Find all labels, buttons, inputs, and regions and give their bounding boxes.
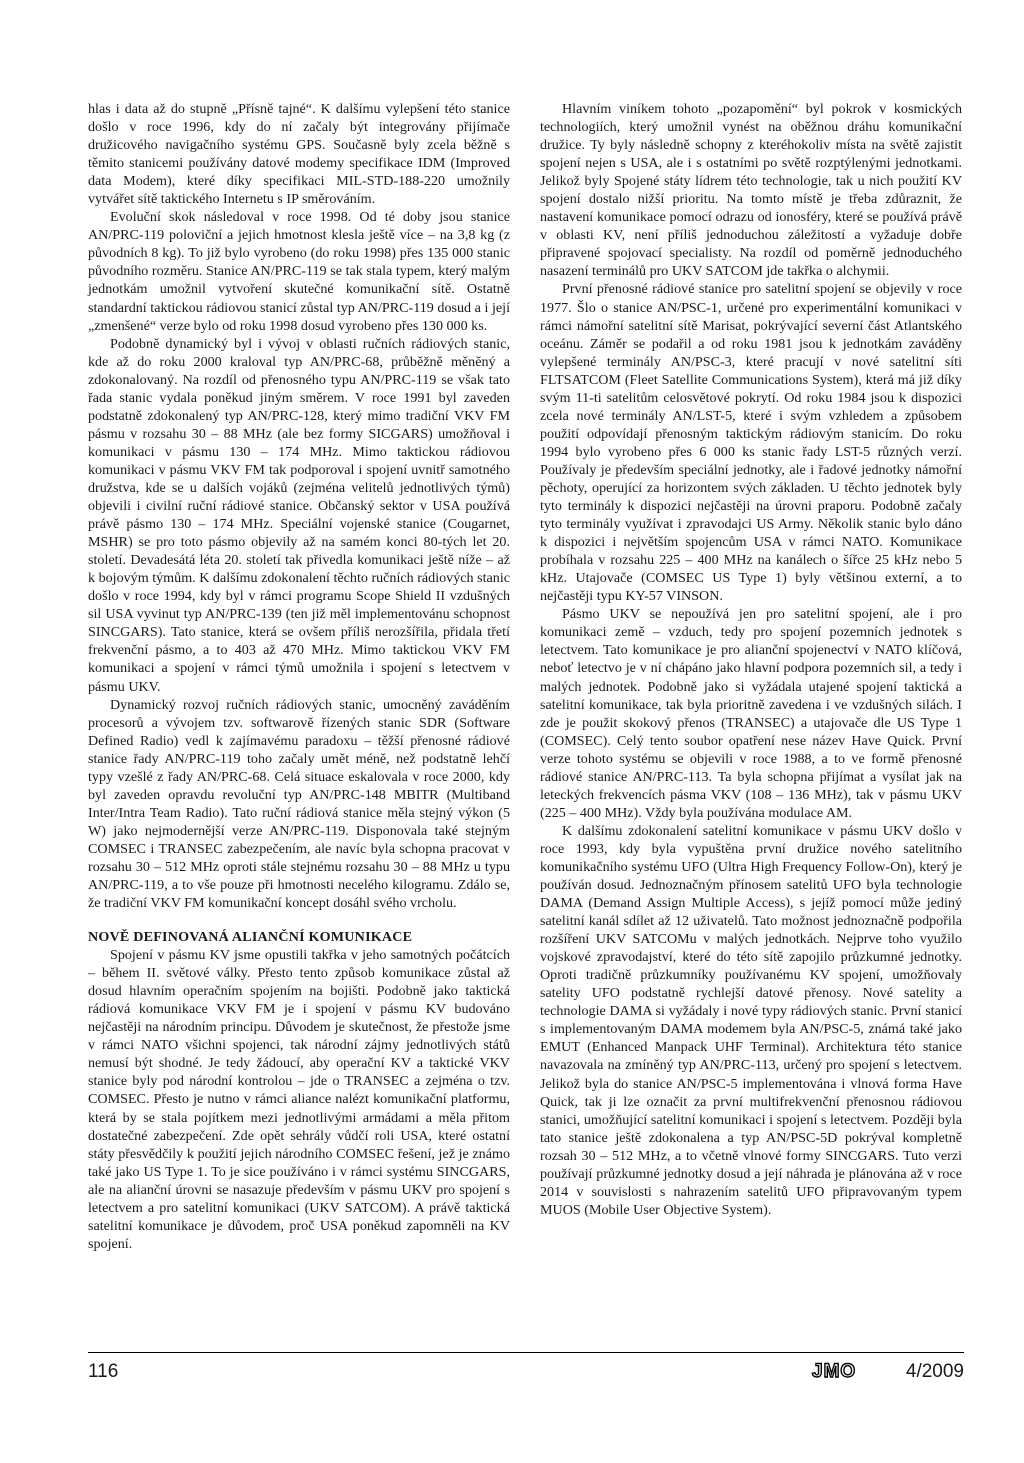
page-number: 116 [88, 1361, 119, 1382]
paragraph: Hlavním viníkem tohoto „pozapomění“ byl pokrok v kosmických technologiích, který umožnil vynést na oběžnou dráhu komunikační družice. Ty byly následně schopny z kteréhokoliv místa na světě zajistit spojení nejen s USA, ale i s ostatními po světě rozptýlenými jednotkami. Jelikož byly Spojené státy lídrem této technologie, tak u nich použití KV spojení dostalo nižší prioritu. Na tomto místě je třeba zdůraznit, že nastavení komunikace pomocí odrazu od ionosféry, které se používá právě v oblasti KV, není příliš jednoduchou záležitostí a vyžaduje dobře připravené spojovací specialisty. Na rozdíl od poměrně jednoduchého nasazení terminálů pro UKV SATCOM jde takřka o alchymii. [540, 101, 962, 280]
left-column [88, 100, 510, 1253]
paragraph: Evoluční skok následoval v roce 1998. Od té doby jsou stanice AN/PRC-119 poloviční a jejich hmotnost klesla ještě více – na 3,8 kg (z původních 8 kg). To již bylo vyrobeno (do roku 1998) přes 135 000 stanic původního rozměru. Stanice AN/PRC-119 se tak stala typem, který malým jednotkám umožnil vytvoření skutečné komunikační sítě. Ostatně standardní taktickou rádiovou stanicí zůstal typ AN/PRC-119 dosud a i její „zmenšené“ verze bylo od roku 1998 dosud vyrobeno přes 130 000 ks. [88, 209, 510, 334]
magazine-logo: JMO [812, 1361, 857, 1382]
paragraph: hlas i data až do stupně „Přísně tajné“. K dalšímu vylepšení této stanice došlo v roce 1996, kdy do ní začaly být integrovány přijímače družicového navigačního systému GPS. Současně byly zcela běžně s těmito stanicemi používány datové modemy specifikace IDM (Improved data Modem), které díky specifikaci MIL-STD-188-220 umožnily vytvářet sítě taktického Internetu s IP směrováním. [88, 101, 510, 208]
paragraph: První přenosné rádiové stanice pro satelitní spojení se objevily v roce 1977. Šlo o stanice AN/PSC-1, určené pro experimentální komunikaci v rámci námořní satelitní sítě Marisat, pokrývající severní část Atlantského oceánu. Záměr se podařil a od roku 1981 jsou k jednotkám zaváděny vylepšené terminály AN/PSC-3, které pracují v nové satelitní síti FLTSATCOM (Fleet Satellite Communications System), která má již díky svým 11-ti satelitům celosvětové pokrytí. Od roku 1984 jsou k dispozici zcela nové terminály AN/LST-5, které i svým vzhledem a způsobem použití odpovídají přenosným taktickým rádiovým stanicím. Do roku 1994 bylo vyrobeno přes 6 000 ks stanic řady LST-5 různých verzí. Používaly je především speciální jednotky, ale i řadové jednotky námořní pěchoty, operující za horizontem svých základen. U těchto jednotek byly tyto terminály k dispozici nejčastěji na úrovni praporu. Podobně začaly tyto terminály využívat i zpravodajci US Army. Několik stanic bylo dáno k dispozici i největším spojencům USA v rámci NATO. Komunikace probíhala v rozsahu 225 – 400 MHz na kanálech o šířce 25 kHz nebo 5 kHz. Utajovače (COMSEC US Type 1) byly většinou externí, a to nejčastěji typu KY-57 VINSON. [540, 281, 962, 605]
paragraph: Pásmo UKV se nepoužívá jen pro satelitní spojení, ale i pro komunikaci země – vzduch, tedy pro spojení pozemních jednotek s letectvem. Tato komunikace je pro alianční spojenectví v NATO klíčová, neboť letectvo je v ní chápáno jako hlavní podpora pozemních sil, a tedy i malých jednotek. Podobně jako si vyžádala utajené spojení taktická a satelitní komunikace, tak byla prioritně zavedena i ve vzdušných silách. I zde je použit skokový přenos (TRANSEC) a utajovače dle US Type 1 (COMSEC). Celý tento soubor opatření nese název Have Quick. První verze tohoto systému se objevili v roce 1988, a to ve formě přenosné rádiové stanice AN/PRC-113. Ta byla schopna přijímat a vysílat jak na leteckých frekvencích pásma VKV (108 – 136 MHz), tak v pásmu UKV (225 – 400 MHz). Vždy byla používána modulace AM. [540, 606, 962, 821]
paragraph: K dalšímu zdokonalení satelitní komunikace v pásmu UKV došlo v roce 1993, kdy byla vypuštěna první družice nového satelitního komunikačního systému UFO (Ultra High Frequency Follow-On), který je používán dosud. Jednoznačným přínosem satelitů UFO byla technologie DAMA (Demand Assign Multiple Access), s jejíž pomocí může jediný satelitní kanál sdílet až 12 uživatelů. Tato možnost jednoznačně podpořila rozšíření UKV SATCOMu v malých jednotkách. Nejprve toho využilo vojskové zpravodajství, které do této sítě zapojilo průzkumné jednotky. Oproti tradičně průzkumníky používanému KV spojení, umožňovaly satelity UFO podstatně rychlejší datové přenosy. Nové satelity a technologie DAMA si vyžádaly i nové typy rádiových stanic. První stanicí s implementovaným DAMA modemem byla AN/PSC-5, známá také jako EMUT (Enhanced Manpack UHF Terminal). Architektura této stanice navazovala na zmíněný typ AN/PRC-113, určený pro spojení s letectvem. Jelikož byla do stanice AN/PSC-5 implementována i vlnová forma Have Quick, tak ji lze označit za první multifrekvenční přenosnou rádiovou stanici, umožňující satelitní komunikaci i spojení s letectvem. Později byla tato stanice ještě zdokonalena a typ AN/PSC-5D pokrýval kompletně rozsah 30 – 512 MHz, a to včetně vlnové formy SINCGARS. Tuto verzi používají průzkumné jednotky dosud a její náhrada je plánována až v roce 2014 v souvislosti s nahrazením satelitů UFO připravovaným typem MUOS (Mobile User Objective System). [540, 822, 962, 1218]
section-heading: NOVĚ DEFINOVANÁ ALIANČNÍ KOMUNIKACE [88, 929, 413, 946]
paragraph: Dynamický rozvoj ručních rádiových stanic, umocněný zaváděním procesorů a vývojem tzv. softwarově řízených stanic SDR (Software Defined Radio) vedl k zajímavému paradoxu – těžší přenosné rádiové stanice řady AN/PRC-119 toho začaly umět méně, než podstatně lehčí typy vzešlé z řady AN/PRC-68. Celá situace eskalovala v roce 2000, kdy byl zaveden opravdu revoluční typ AN/PRC-148 MBITR (Multiband Inter/Intra Team Radio). Tato ruční rádiová stanice měla stejný výkon (5 W) jako nejmodernější verze AN/PRC-119. Disponovala také stejným COMSEC i TRANSEC zabezpečením, ale navíc byla schopna pracovat v rozsahu 30 – 512 MHz oproti stále stejnému rozsahu 30 – 88 MHz u typu AN/PRC-119, a to vše pouze při hmotnosti necelého kilogramu. Zdálo se, že tradiční VKV FM komunikační koncept dosáhl svého vrcholu. [88, 696, 510, 912]
paragraph: Spojení v pásmu KV jsme opustili takřka v jeho samotných počátcích – během II. světové války. Přesto tento způsob komunikace zůstal až dosud hlavním operačním spojením na bojišti. Podobně jako taktická rádiová komunikace VKV FM je i spojení v pásmu KV budováno nejčastěji na národním principu. Důvodem je skutečnost, že přestože jsme v rámci NATO všichni spojenci, tak národní zájmy jednotlivých států nemusí být shodné. Je tedy žádoucí, aby operační KV a taktické VKV stanice byly pod národní kontrolou – jde o TRANSEC a zejména o tzv. COMSEC. Přesto je nutno v rámci aliance nalézt komunikační platformu, která by se stala pojítkem mezi jednotlivými armádami a měla přitom dostatečné zabezpečení. Zde opět sehrály vůdčí roli USA, které ostatní státy přesvědčily k použití jejich národního COMSEC řešení, jež je známo také jako US Type 1. To je sice používáno i v rámci systému SINCGARS, ale na alianční úrovni se nasazuje především v pásmu UKV pro spojení s letectvem a pro satelitní komunikaci (UKV SATCOM). A právě taktická satelitní komunikace je důvodem, proč USA poněkud zapomněli na KV spojení. [88, 947, 510, 1252]
right-column [540, 100, 962, 1219]
footer-rule [88, 1352, 964, 1353]
issue-number: 4/2009 [905, 1361, 964, 1382]
paragraph: Podobně dynamický byl i vývoj v oblasti ručních rádiových stanic, kde až do roku 2000 kraloval typ AN/PRC-68, průběžně měněný a zdokonalovaný. Na rozdíl od přenosného typu AN/PRC-119 se však tato řada stanic vydala poněkud jiným směrem. V roce 1991 byl zaveden podstatně zdokonalený typ AN/PRC-128, který mimo tradiční VKV FM pásmu v rozsahu 30 – 88 MHz (ale bez formy SICGARS) umožňoval i komunikaci v pásmu 130 – 174 MHz. Mimo taktickou rádiovou komunikaci v pásmu VKV FM tak podporoval i spojení uvnitř samotného družstva, kde se u dalších vojáků (zejména velitelů jednotlivých týmů) objevili i civilní ruční rádiové stanice. Občanský sektor v USA používá právě pásmo 130 – 174 MHz. Speciální vojenské stanice (Cougarnet, MSHR) se pro toto pásmo objevily až na samém konci 80-tých let 20. století. Devadesátá léta 20. století tak přivedla komunikaci ještě níže – až k bojovým týmům. K dalšímu zdokonalení těchto ručních rádiových stanic došlo v roce 1994, kdy byl v rámci programu Scope Shield II vzdušných sil USA vyvinut typ AN/PRC-139 (ten již měl implementovánu schopnost SINCGARS). Tato stanice, která se ovšem příliš nerozšířila, přidala třetí frekvenční pásmo, a to 403 až 470 MHz. Mimo taktickou VKV FM komunikaci a spojení v rámci týmů umožnila i spojení s letectvem v pásmu UKV. [88, 335, 510, 695]
